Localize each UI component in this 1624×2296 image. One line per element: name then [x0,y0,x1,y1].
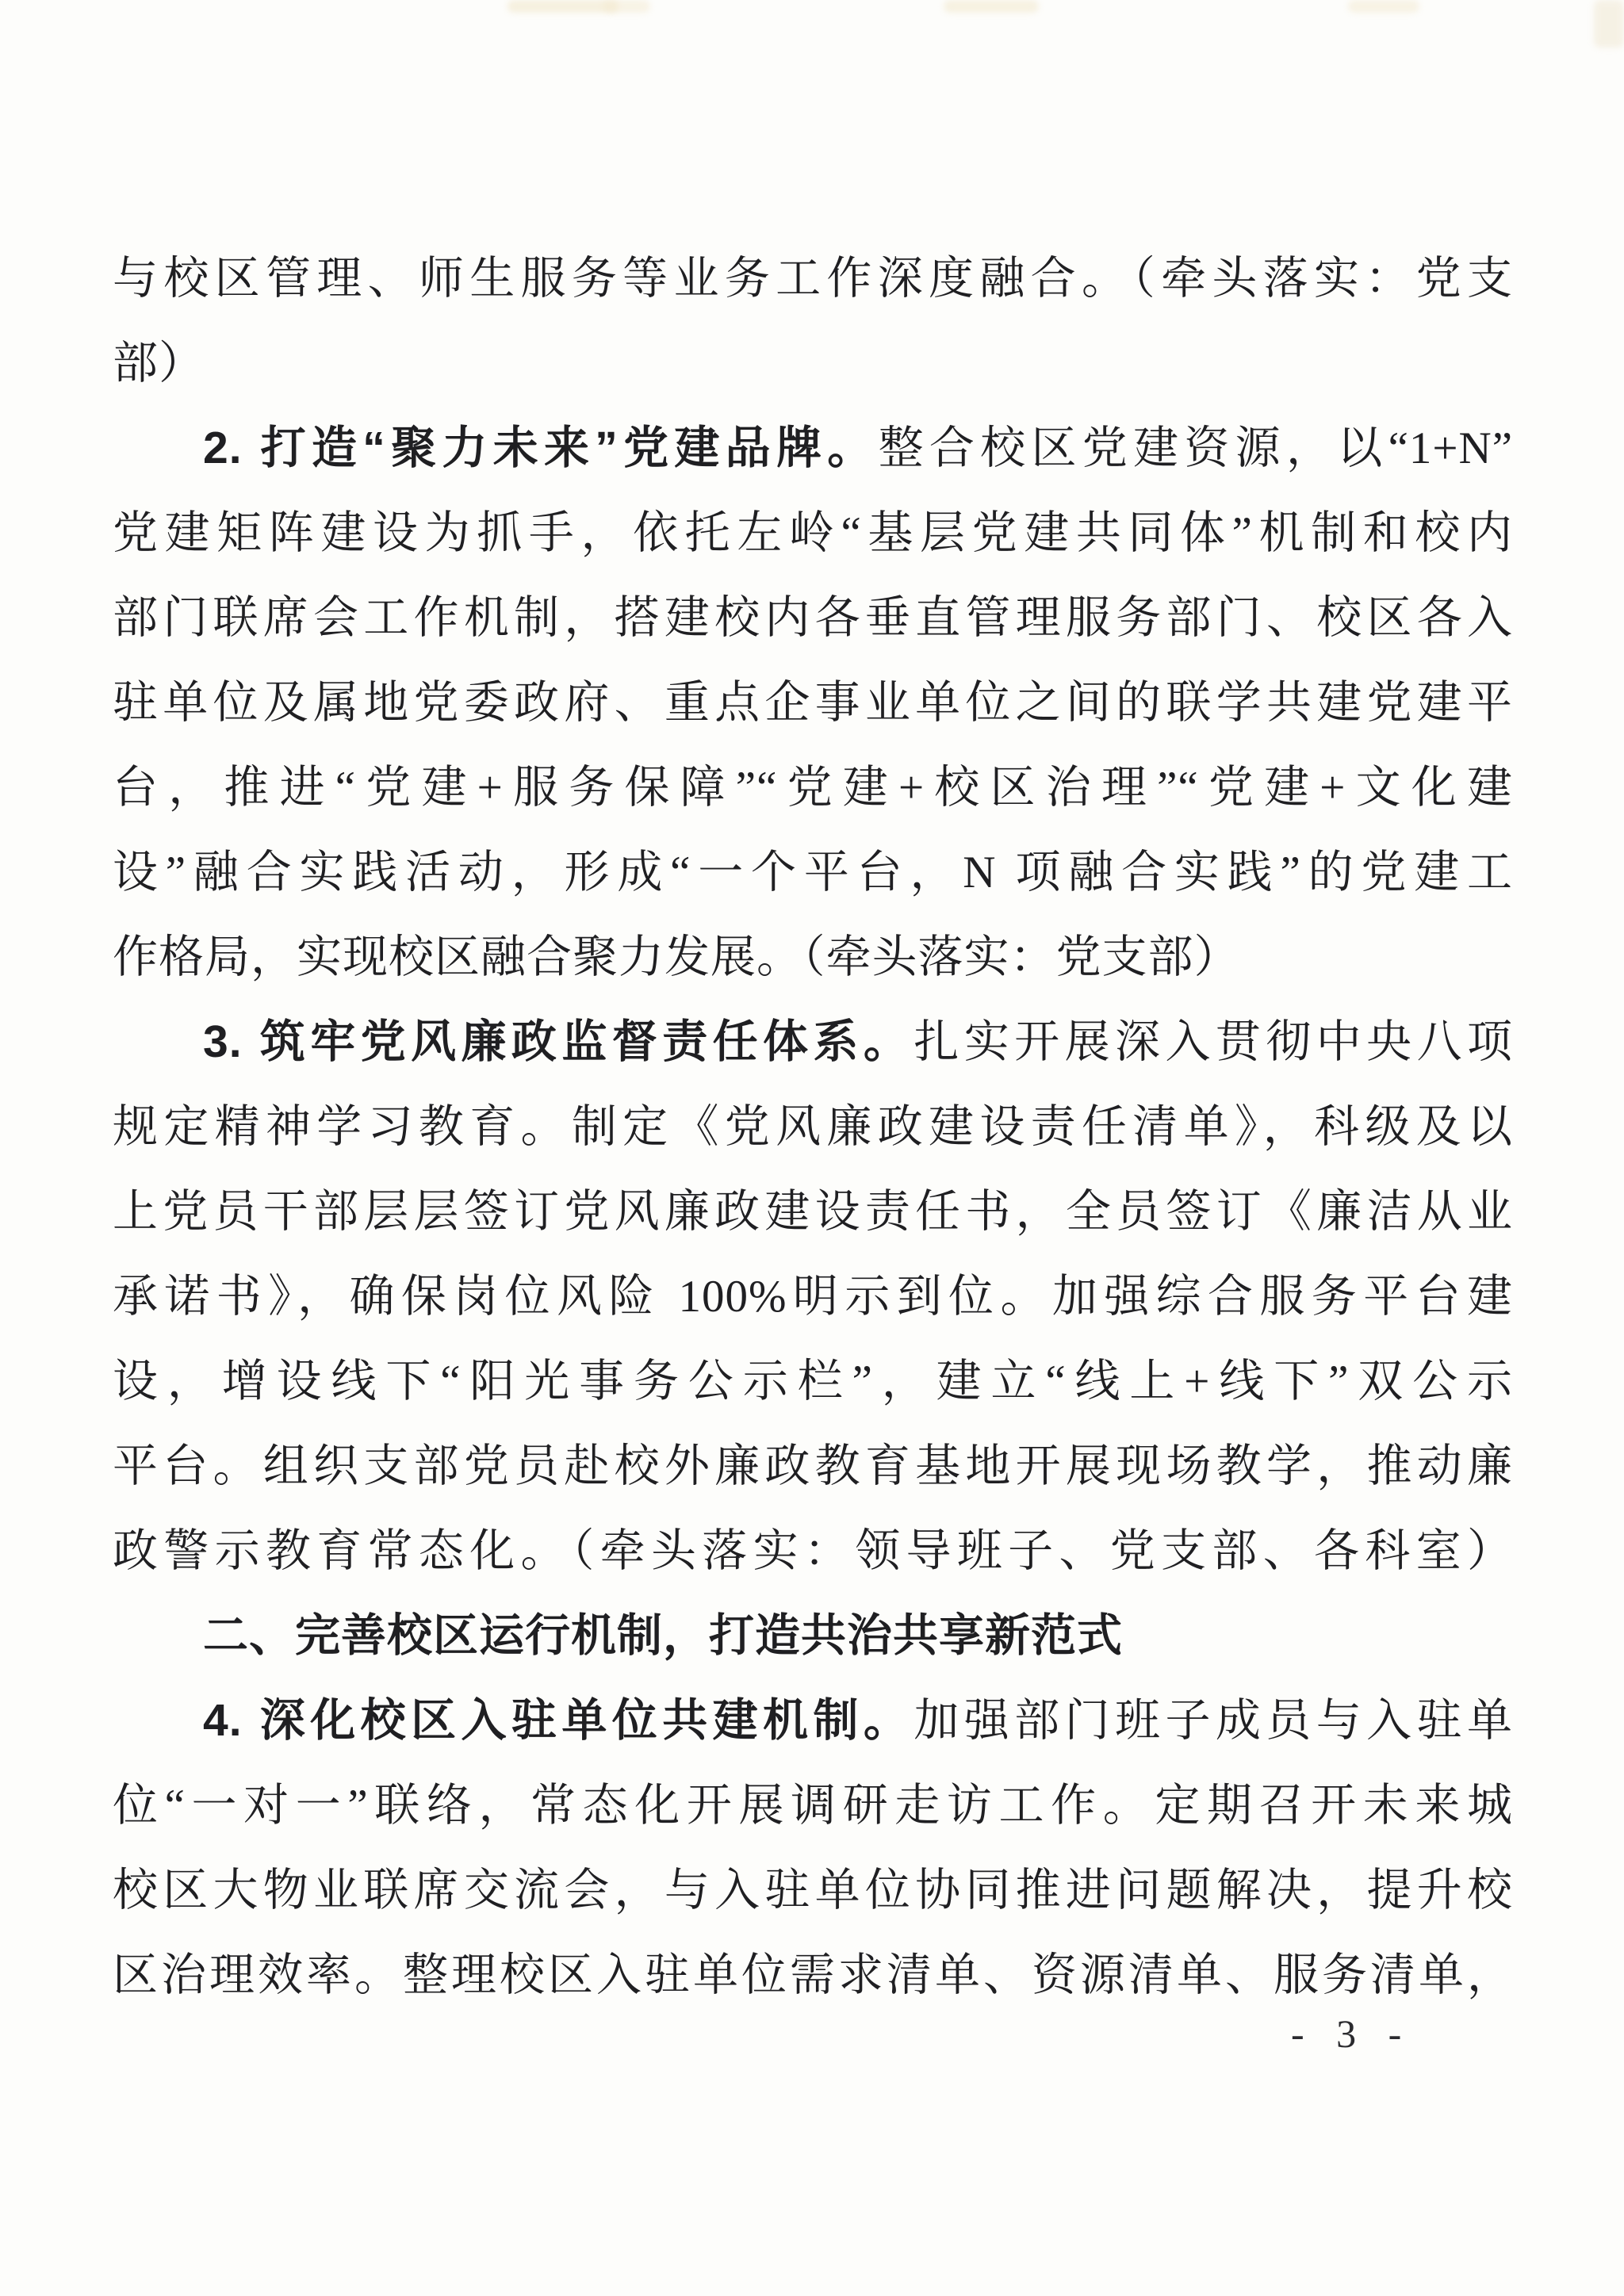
scan-bleed-mark [944,0,1039,13]
body-text: 规定精神学习教育。制定《党风廉政建设责任清单》，科级及以 [113,1102,1513,1152]
scan-bleed-mark [603,0,650,13]
body-text: 驻单位及属地党委政府、重点企事业单位之间的联学共建党建平 [113,678,1513,728]
text-line [113,1254,1513,1339]
body-text: 设，增设线下“阳光事务公示栏”，建立“线上+线下”双公示 [113,1357,1513,1406]
body-text: 上党员干部层层签订党风廉政建设责任书，全员签订《廉洁从业 [113,1187,1513,1237]
body-text: 加强部门班子成员与入驻单 [914,1696,1514,1746]
text-line [113,1085,1513,1169]
text-line [113,236,1513,321]
text-line [113,1339,1513,1424]
body-text: 扎实开展深入贯彻中央八项 [914,1017,1514,1067]
scan-bleed-mark [508,0,619,13]
text-line [113,1509,1513,1594]
text-line [113,1000,1513,1085]
bold-lead-text: 2. 打造“聚力未来”党建品牌。 [203,423,879,473]
body-text: 校区大物业联席交流会，与入驻单位协同推进问题解决，提升校 [113,1866,1513,1915]
body-text: 区治理效率。整理校区入驻单位需求清单、资源清单、服务清单， [113,1950,1513,2000]
text-line [113,321,1513,406]
text-line [113,915,1513,1000]
text-line [113,491,1513,576]
page-number: - 3 - [1291,2011,1413,2056]
body-text: 作格局，实现校区融合聚力发展。（牵头落实：党支部） [113,932,1240,982]
bold-lead-text: 二、完善校区运行机制，打造共治共享新范式 [203,1610,1123,1661]
bold-lead-text: 3. 筑牢党风廉政监督责任体系。 [203,1016,914,1067]
body-text: 部） [113,339,205,388]
body-text: 与校区管理、师生服务等业务工作深度融合。（牵头落实：党支 [113,254,1513,304]
text-line [113,1763,1513,1848]
body-text: 设”融合实践活动，形成“一个平台，N 项融合实践”的党建工 [113,848,1513,897]
scan-bleed-mark [1594,0,1624,48]
bold-lead-text: 4. 深化校区入驻单位共建机制。 [203,1695,914,1746]
body-text: 部门联席会工作机制，搭建校内各垂直管理服务部门、校区各入 [113,593,1513,643]
text-line [113,576,1513,660]
document-body [113,236,1513,2018]
body-text: 位“一对一”联络，常态化开展调研走访工作。定期召开未来城 [113,1781,1513,1831]
text-line [113,1169,1513,1254]
body-text: 党建矩阵建设为抓手，依托左岭“基层党建共同体”机制和校内 [113,508,1513,558]
body-text: 政警示教育常态化。（牵头落实：领导班子、党支部、各科室） [113,1526,1513,1576]
text-line [113,406,1513,491]
body-text: 平台。组织支部党员赴校外廉政教育基地开展现场教学，推动廉 [113,1441,1513,1491]
text-line [113,1848,1513,1933]
text-line [113,1678,1513,1763]
body-text: 整合校区党建资源，以“1+N” [878,423,1513,473]
text-line [113,660,1513,745]
text-line [113,830,1513,915]
text-line [113,745,1513,830]
text-line [113,1424,1513,1509]
text-line [113,1933,1513,2018]
body-text: 承诺书》，确保岗位风险 100%明示到位。加强综合服务平台建 [113,1272,1513,1322]
body-text: 台，推进“党建+服务保障”“党建+校区治理”“党建+文化建 [113,763,1513,813]
text-line [113,1594,1513,1678]
scan-bleed-mark [1348,0,1419,13]
